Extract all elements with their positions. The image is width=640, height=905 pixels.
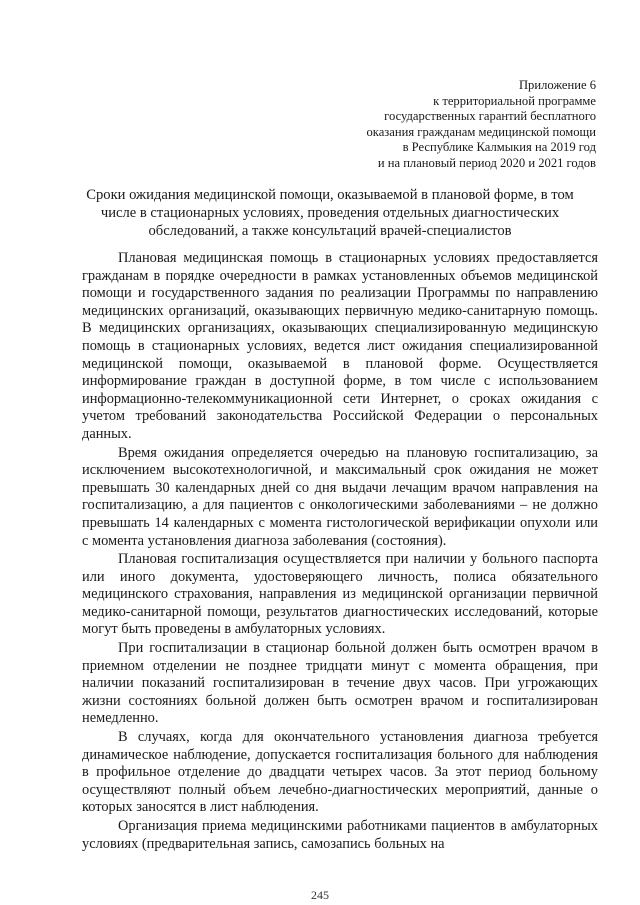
appendix-line: оказания гражданам медицинской помощи: [366, 124, 596, 139]
paragraph: В случаях, когда для окончательного установления диагноза требуется динамическое наблюдение, допускается госпитализация больного для наблюдения в профильное отделение до двадцати четырех часов. За этот период больному осуществляют полный объем лечебно-диагностических мероприятий, данные о которых заносятся в лист наблюдения.: [82, 729, 598, 816]
document-title: [70, 186, 590, 240]
appendix-line: и на плановый период 2020 и 2021 годов: [377, 155, 596, 170]
page-number: 245: [311, 888, 329, 902]
title-line: Сроки ожидания медицинской помощи, оказываемой в плановой форме, в том: [86, 187, 574, 203]
appendix-line: к территориальной программе: [433, 93, 596, 108]
appendix-line: Приложение 6: [518, 78, 596, 92]
paragraph: Время ожидания определяется очередью на плановую госпитализацию, за исключением высокотехнологичной, и максимальный срок ожидания не может превышать 30 календарных дней со дня выдачи лечащим врачом направления на госпитализацию, а для пациентов с онкологическими заболеваниями – не должно превышать 14 календарных с момента гистологической верификации опухоли или с момента установления диагноза заболевания (состояния).: [82, 444, 598, 549]
appendix-line: в Республике Калмыкия на 2019 год: [402, 140, 596, 155]
document-body: [82, 250, 598, 853]
title-line: обследований, а также консультаций врачей-специалистов: [148, 223, 512, 239]
title-line: числе в стационарных условиях, проведения отдельных диагностических: [100, 205, 560, 221]
paragraph: Организация приема медицинскими работниками пациентов в амбулаторных условиях (предварительная запись, самозапись больных на: [82, 818, 598, 852]
paragraph: Плановая госпитализация осуществляется при наличии у больного паспорта или иного документа, удостоверяющего личность, полиса обязательного медицинского страхования, направления из медицинской организации первичной медико-санитарной помощи, результатов диагностических исследований, которые могут быть проведены в амбулаторных условиях.: [82, 551, 598, 638]
appendix-header: [366, 78, 596, 172]
paragraph: Плановая медицинская помощь в стационарных условиях предоставляется гражданам в порядке очередности в рамках установленных объемов медицинской помощи и государственного задания по реализации Программы по направлению медицинских организаций, оказывающих первичную медико-санитарную помощь. В медицинских организациях, оказывающих специализированную медицинскую помощь в стационарных условиях, ведется лист ожидания специализированной медицинской помощи, оказываемой в плановой форме. Осуществляется информирование граждан в доступной форме, в том числе с использованием информационно-телекоммуникационной сети Интернет, о сроках ожидания с учетом требований законодательства Российской Федерации о персональных данных.: [82, 250, 598, 442]
paragraph: При госпитализации в стационар больной должен быть осмотрен врачом в приемном отделении не позднее тридцати минут с момента обращения, при наличии показаний госпитализирован в течение двух часов. При угрожающих жизни состояниях больной должен быть осмотрен врачом и госпитализирован немедленно.: [82, 640, 598, 727]
appendix-line: государственных гарантий бесплатного: [384, 109, 596, 124]
